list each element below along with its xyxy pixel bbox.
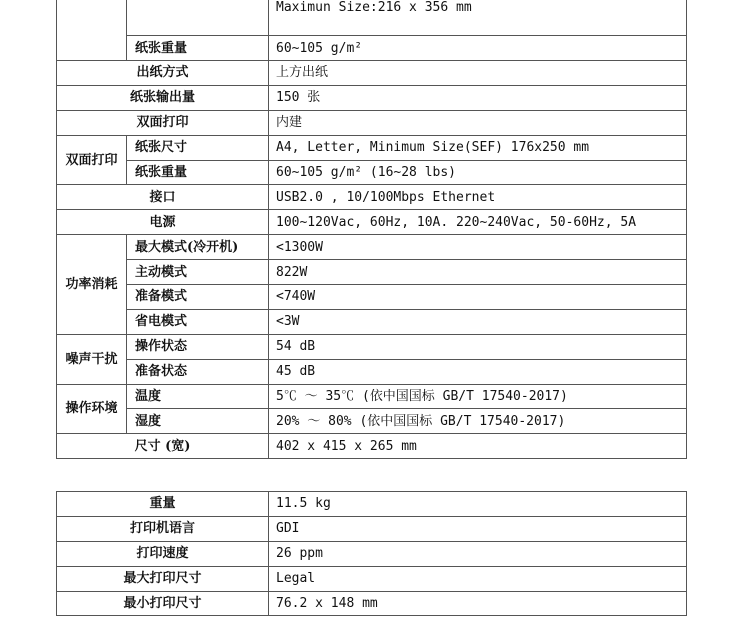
row-value: <740W (269, 285, 687, 310)
row-value: 26 ppm (269, 541, 687, 566)
row-label: 纸张尺寸 (127, 135, 269, 160)
row-label: 接口 (57, 185, 269, 210)
spec-table-bottom (56, 491, 687, 616)
group-cell-environment: 操作环境 (57, 384, 127, 434)
row-value: USB2.0 , 10/100Mbps Ethernet (269, 185, 687, 210)
row-label: 打印机语言 (57, 516, 269, 541)
row-label: 湿度 (127, 409, 269, 434)
row-label: 最大模式(冷开机) (127, 235, 269, 260)
row-label: 双面打印 (57, 110, 269, 135)
row-value: 5℃ ～ 35℃ (依中国国标 GB/T 17540-2017) (269, 384, 687, 409)
row-value: 76.2 x 148 mm (269, 591, 687, 616)
row-label: 操作状态 (127, 334, 269, 359)
row-label: 纸张输出量 (57, 85, 269, 110)
group-cell-upper-tray (57, 0, 127, 61)
row-label: 准备模式 (127, 285, 269, 310)
row-label: 电源 (57, 210, 269, 235)
row-label: 尺寸 (宽) (57, 434, 269, 459)
row-label: 纸张重量 (127, 160, 269, 185)
row-value: GDI (269, 516, 687, 541)
row-label (127, 0, 269, 36)
row-value: 20% ～ 80% (依中国国标 GB/T 17540-2017) (269, 409, 687, 434)
row-value: <3W (269, 309, 687, 334)
row-label: 最大打印尺寸 (57, 566, 269, 591)
group-cell-duplex: 双面打印 (57, 135, 127, 185)
row-label: 主动模式 (127, 260, 269, 285)
group-cell-noise: 噪声干扰 (57, 334, 127, 384)
row-value: 100~120Vac, 60Hz, 10A. 220~240Vac, 50-60Hz, 5A (269, 210, 687, 235)
row-value: <1300W (269, 235, 687, 260)
spec-table-top (56, 0, 687, 459)
row-value: 54 dB (269, 334, 687, 359)
row-label: 温度 (127, 384, 269, 409)
row-value: 822W (269, 260, 687, 285)
row-label: 准备状态 (127, 359, 269, 384)
row-label: 最小打印尺寸 (57, 591, 269, 616)
row-value: 11.5 kg (269, 492, 687, 517)
row-value: 内建 (269, 110, 687, 135)
row-value: A4, Letter, Minimum Size(SEF) 176x250 mm (269, 135, 687, 160)
row-value: Legal (269, 566, 687, 591)
row-value: 45 dB (269, 359, 687, 384)
row-value: 上方出纸 (269, 61, 687, 86)
row-label: 重量 (57, 492, 269, 517)
row-value: 60~105 g/m² (269, 36, 687, 61)
row-label: 打印速度 (57, 541, 269, 566)
row-value-multiline: Maximun Size:216 x 356 mm (269, 0, 687, 36)
row-label: 省电模式 (127, 309, 269, 334)
row-value: 402 x 415 x 265 mm (269, 434, 687, 459)
row-value: 60~105 g/m² (16~28 lbs) (269, 160, 687, 185)
group-cell-power: 功率消耗 (57, 235, 127, 335)
row-label: 纸张重量 (127, 36, 269, 61)
row-label: 出纸方式 (57, 61, 269, 86)
row-value: 150 张 (269, 85, 687, 110)
